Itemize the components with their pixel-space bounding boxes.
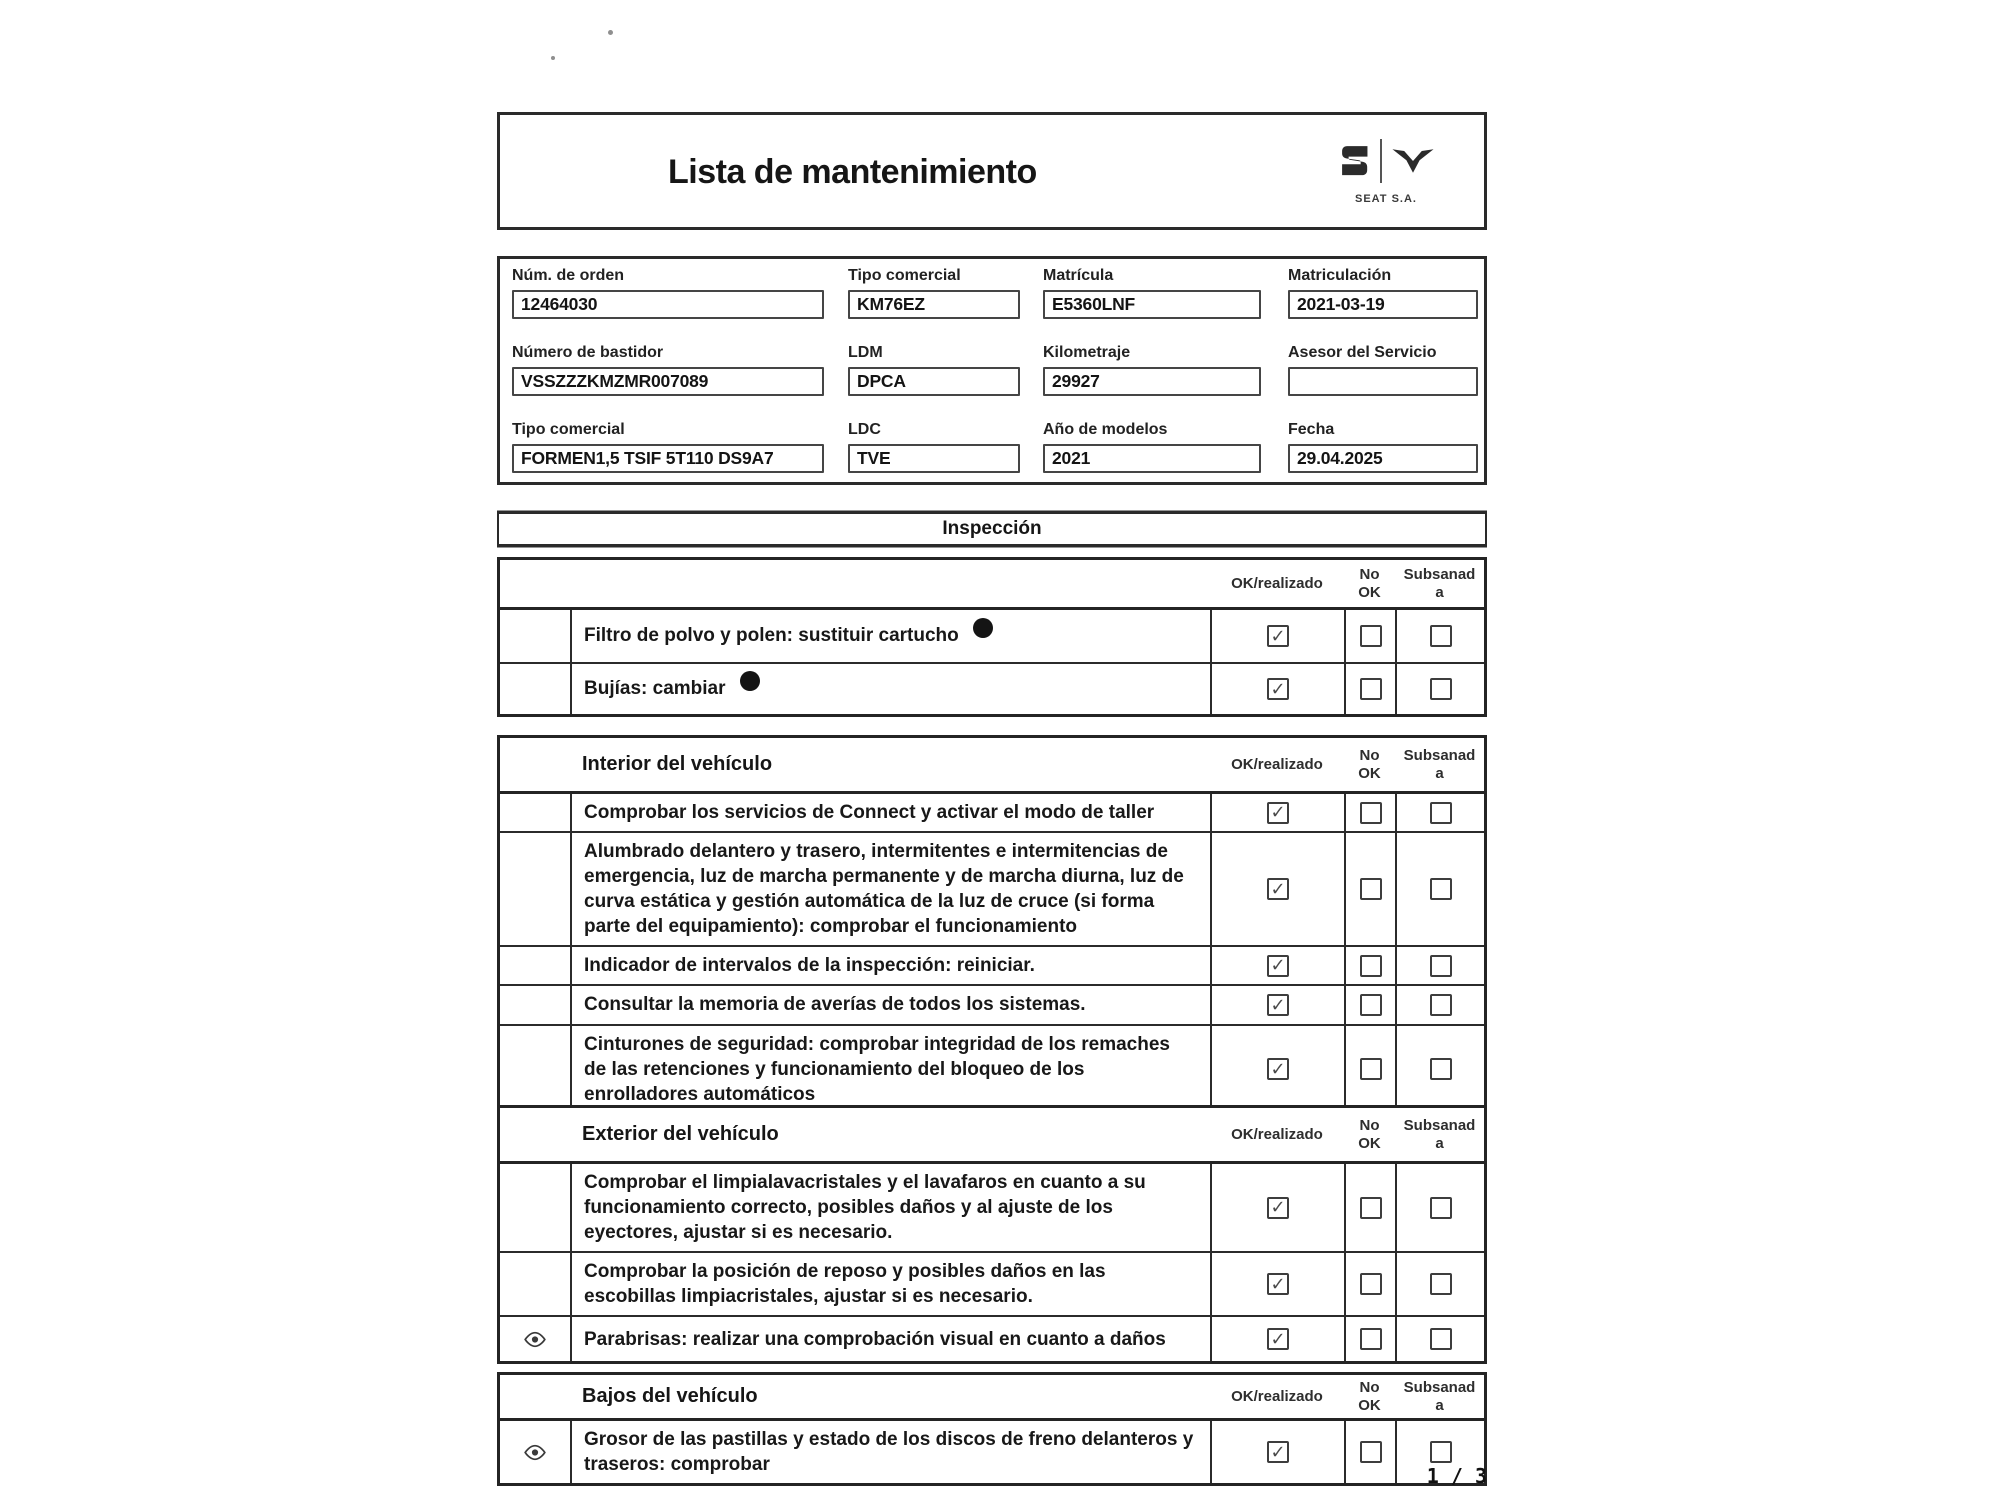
scan-speck [608,30,613,35]
checkbox-subsanada[interactable] [1430,1058,1452,1080]
checkbox-ok-realizado[interactable]: ✓ [1267,955,1289,977]
table-row [500,1024,1484,1113]
task-label: Indicador de intervalos de la inspección: reiniciar. [570,947,1210,984]
checkbox-ok-realizado[interactable]: ✓ [1267,1058,1289,1080]
col-header-subsanada: Subsanad a [1403,1379,1476,1414]
checkbox-no-ok[interactable] [1360,625,1382,647]
checkbox-subsanada[interactable] [1430,955,1452,977]
order-info-panel [497,256,1487,485]
checkbox-no-ok[interactable] [1360,1197,1382,1219]
checkbox-no-ok[interactable] [1360,1273,1382,1295]
task-label: Cinturones de seguridad: comprobar integridad de los remaches de las retenciones y funcionamiento del bloqueo de los enrolladores automáticos [570,1026,1210,1113]
black-dot-icon [740,671,760,691]
row-icon-cell [500,1317,570,1361]
tipo-comercial-input[interactable]: KM76EZ [848,290,1020,319]
col-header-ok-realizado: OK/realizado [1231,574,1323,592]
checkbox-ok-realizado[interactable]: ✓ [1267,802,1289,824]
checkbox-ok-realizado[interactable]: ✓ [1267,1441,1289,1463]
field-label: Kilometraje [1043,344,1131,361]
checkbox-ok-realizado[interactable]: ✓ [1267,878,1289,900]
field-ldc [848,421,1020,473]
task-label: Filtro de polvo y polen: sustituir cartucho [570,610,1210,662]
fecha-input[interactable]: 29.04.2025 [1288,444,1478,473]
checkbox-no-ok[interactable] [1360,878,1382,900]
checkbox-subsanada[interactable] [1430,802,1452,824]
ldc-input[interactable]: TVE [848,444,1020,473]
col-header-no-ok: No OK [1358,1117,1381,1152]
col-header-ok-realizado: OK/realizado [1231,1125,1323,1143]
section-title: Interior del vehículo [582,753,773,775]
row-icon-cell [500,1253,570,1315]
table-row [500,794,1484,831]
eye-icon [523,1444,547,1461]
table-row [500,831,1484,945]
ano-de-modelos-input[interactable]: 2021 [1043,444,1261,473]
checkbox-subsanada[interactable] [1430,994,1452,1016]
logo-divider [1380,139,1382,183]
table-header [500,738,1484,794]
row-icon-cell [500,833,570,945]
task-label: Parabrisas: realizar una comprobación visual en cuanto a daños [570,1317,1210,1361]
interior-del-vehiculo-table [497,735,1487,1116]
asesor-del-servicio-input[interactable] [1288,367,1478,396]
field-label: Asesor del Servicio [1288,344,1437,361]
checkbox-no-ok[interactable] [1360,678,1382,700]
row-icon-cell [500,947,570,984]
task-label: Comprobar el limpialavacristales y el lavafaros en cuanto a su funcionamiento correcto, posibles daños y al ajuste de los eyectores, ajustar si es necesario. [570,1164,1210,1251]
field-label: Año de modelos [1043,421,1168,438]
checkbox-no-ok[interactable] [1360,1441,1382,1463]
field-label: Matriculación [1288,267,1392,284]
field-label: Matrícula [1043,267,1114,284]
col-header-subsanada: Subsanad a [1403,747,1476,782]
exterior-del-vehiculo-table [497,1105,1487,1364]
field-numero-de-bastidor [512,344,824,396]
section-title: Bajos del vehículo [582,1385,758,1407]
col-header-no-ok: No OK [1358,566,1381,601]
checkbox-no-ok[interactable] [1360,802,1382,824]
checkbox-no-ok[interactable] [1360,1328,1382,1350]
checkbox-subsanada[interactable] [1430,1273,1452,1295]
row-icon-cell [500,610,570,662]
eye-icon [523,1331,547,1348]
task-label: Consultar la memoria de averías de todos los sistemas. [570,986,1210,1023]
brand-logos [1326,137,1446,205]
row-icon-cell [500,664,570,714]
field-matriculacion [1288,267,1478,319]
field-tipo-comercial-1 [848,267,1020,319]
matricula-input[interactable]: E5360LNF [1043,290,1261,319]
table-row [500,610,1484,662]
page-indicator: 1 / 3 [1426,1464,1487,1488]
title-box [497,112,1487,230]
black-dot-icon [973,618,993,638]
field-kilometraje [1043,344,1261,396]
col-header-ok-realizado: OK/realizado [1231,1387,1323,1405]
table-row [500,662,1484,714]
field-label: LDC [848,421,881,438]
cupra-logo-icon [1391,144,1435,178]
checkbox-subsanada[interactable] [1430,878,1452,900]
col-header-subsanada: Subsanad a [1403,1117,1476,1152]
task-label: Alumbrado delantero y trasero, intermitentes e intermitencias de emergencia, luz de marcha permanente y de marcha diurna, luz de curva estática y gestión automática de la luz de cruce (si forma parte del equipamiento): comprobar el funcionamiento [570,833,1210,945]
field-label: Fecha [1288,421,1335,438]
checkbox-ok-realizado[interactable]: ✓ [1267,1273,1289,1295]
checkbox-subsanada[interactable] [1430,678,1452,700]
col-header-subsanada: Subsanad a [1403,566,1476,601]
checkbox-subsanada[interactable] [1430,1441,1452,1463]
checkbox-ok-realizado[interactable]: ✓ [1267,994,1289,1016]
col-header-no-ok: No OK [1358,1379,1381,1414]
seat-s-logo-icon [1337,142,1371,180]
numero-de-bastidor-input[interactable]: VSSZZZKMZMR007089 [512,367,824,396]
checkbox-ok-realizado[interactable]: ✓ [1267,678,1289,700]
field-fecha [1288,421,1478,473]
table-header [500,1108,1484,1164]
table-header [500,560,1484,610]
task-label: Grosor de las pastillas y estado de los discos de freno delanteros y traseros: comprobar [570,1421,1210,1483]
table-row [500,1315,1484,1361]
field-label: Tipo comercial [512,421,625,438]
inspeccion-table [497,557,1487,717]
kilometraje-input[interactable]: 29927 [1043,367,1261,396]
task-label: Comprobar los servicios de Connect y activar el modo de taller [570,794,1210,831]
col-header-no-ok: No OK [1358,747,1381,782]
tipo-comercial-2-input[interactable]: FORMEN1,5 TSIF 5T110 DS9A7 [512,444,824,473]
inspeccion-banner: Inspección [497,512,1487,546]
scan-speck [551,56,555,60]
checkbox-no-ok[interactable] [1360,1058,1382,1080]
col-header-ok-realizado: OK/realizado [1231,755,1323,773]
ldm-input[interactable]: DPCA [848,367,1020,396]
company-name: SEAT S.A. [1355,193,1417,205]
checkbox-no-ok[interactable] [1360,955,1382,977]
row-icon-cell [500,1164,570,1251]
field-asesor-del-servicio [1288,344,1478,396]
num-de-orden-input[interactable]: 12464030 [512,290,824,319]
checkbox-subsanada[interactable] [1430,625,1452,647]
table-row [500,1251,1484,1315]
task-label: Bujías: cambiar [570,664,1210,714]
field-label: Tipo comercial [848,267,961,284]
row-icon-cell [500,1026,570,1113]
field-label: Número de bastidor [512,344,664,361]
row-icon-cell [500,794,570,831]
row-icon-cell [500,986,570,1023]
table-header [500,1375,1484,1421]
field-ano-de-modelos [1043,421,1261,473]
checkbox-subsanada[interactable] [1430,1328,1452,1350]
section-title: Exterior del vehículo [582,1123,779,1145]
field-num-de-orden [512,267,824,319]
field-label: LDM [848,344,883,361]
checkbox-ok-realizado[interactable]: ✓ [1267,1328,1289,1350]
task-label: Comprobar la posición de reposo y posibles daños en las escobillas limpiacristales, ajustar si es necesario. [570,1253,1210,1315]
table-row [500,945,1484,984]
field-label: Núm. de orden [512,267,625,284]
checkbox-subsanada[interactable] [1430,1197,1452,1219]
table-row [500,1164,1484,1251]
field-matricula [1043,267,1261,319]
checkbox-no-ok[interactable] [1360,994,1382,1016]
page-title: Lista de mantenimiento [668,153,1037,191]
field-ldm [848,344,1020,396]
checkbox-ok-realizado[interactable]: ✓ [1267,1197,1289,1219]
matriculacion-input[interactable]: 2021-03-19 [1288,290,1478,319]
checkbox-ok-realizado[interactable]: ✓ [1267,625,1289,647]
table-row [500,984,1484,1023]
field-tipo-comercial-2 [512,421,824,473]
